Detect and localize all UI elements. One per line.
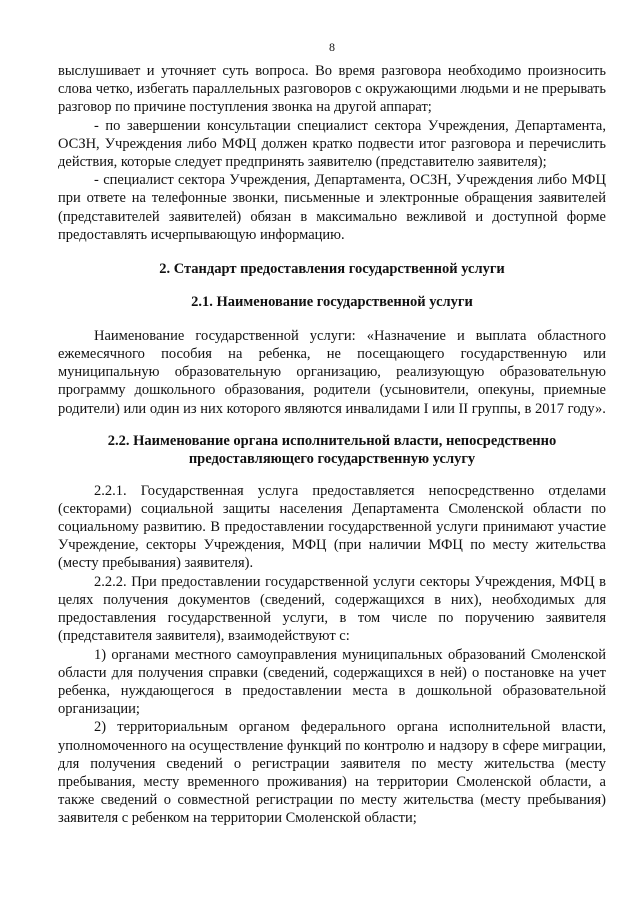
section-2-2-1-paragraph: 2.2.1. Государственная услуга предоставляется непосредственно отделами (секторами) социальной защиты населения Департамента Смоленской области по социальному развитию. В предоставлении государственной услуги принимают участие Учреждение, секторы Учреждения, МФЦ (при наличии МФЦ по месту жительства (месту пребывания) заявителя). [58, 482, 606, 572]
intro-paragraph-3: - специалист сектора Учреждения, Департамента, ОСЗН, Учреждения либо МФЦ при ответе на телефонные звонки, письменные и электронные обращения заявителей (представителей заявителей) обязан в максимально вежливой и доступной форме предоставлять исчерпывающую информацию. [58, 172, 606, 243]
intro-paragraph-1: выслушивает и уточняет суть вопроса. Во время разговора необходимо произносить слова четко, избегать параллельных разговоров с окружающими людьми и не прерывать разговор по причине поступления звонка на другой аппарат; [58, 63, 606, 116]
section-2-2-heading-line-2: предоставляющего государственную услугу [188, 451, 476, 468]
section-2-1-text: Наименование государственной услуги: «Назначение и выплата областного ежемесячного пособия на ребенка, не посещающего государственную или муниципальную образовательную организацию, реализующую образовательную программу дошкольного образования, родители (усыновители, опекуны, приемные родители) или один из них которого являются инвалидами I или II группы, в 2017 году». [58, 327, 606, 417]
section-2-1-heading: 2.1. Наименование государственной услуги [191, 294, 473, 311]
section-2-2-heading [58, 432, 606, 469]
section-2-heading: 2. Стандарт предоставления государственной услуги [159, 261, 505, 278]
list-item-1: 1) органами местного самоуправления муниципальных образований Смоленской области для получения справки (сведений, содержащихся в ней) о постановке на учет ребенка, нуждающегося в предоставлении места в дошкольной образовательной организации; [58, 646, 606, 718]
list-item-2: 2) территориальным органом федерального органа исполнительной власти, уполномоченного на осуществление функций по контролю и надзору в сфере миграции, для получения сведений о регистрации заявителя по месту жительства (месту пребывания, месту временного проживания) на территории Смоленской области, а также сведений о совместной регистрации по месту жительства (месту пребывания) заявителя с ребенком на территории Смоленской области; [58, 719, 606, 827]
intro-paragraph-2: - по завершении консультации специалист сектора Учреждения, Департамента, ОСЗН, Учреждения либо МФЦ должен кратко подвести итог разговора и перечислить действия, которые следует предпринять заявителю (представителю заявителя); [58, 117, 606, 171]
section-2-2-2-paragraph: 2.2.2. При предоставлении государственной услуги секторы Учреждения, МФЦ в целях получения документов (сведений, содержащихся в них), необходимых для предоставления государственной услуги, в том числе по поручению заявителя (представителя заявителя), взаимодействуют с: [58, 573, 606, 645]
section-2-2-heading-line-1: 2.2. Наименование органа исполнительной власти, непосредственно [107, 432, 557, 449]
page-number: 8 [329, 40, 335, 54]
